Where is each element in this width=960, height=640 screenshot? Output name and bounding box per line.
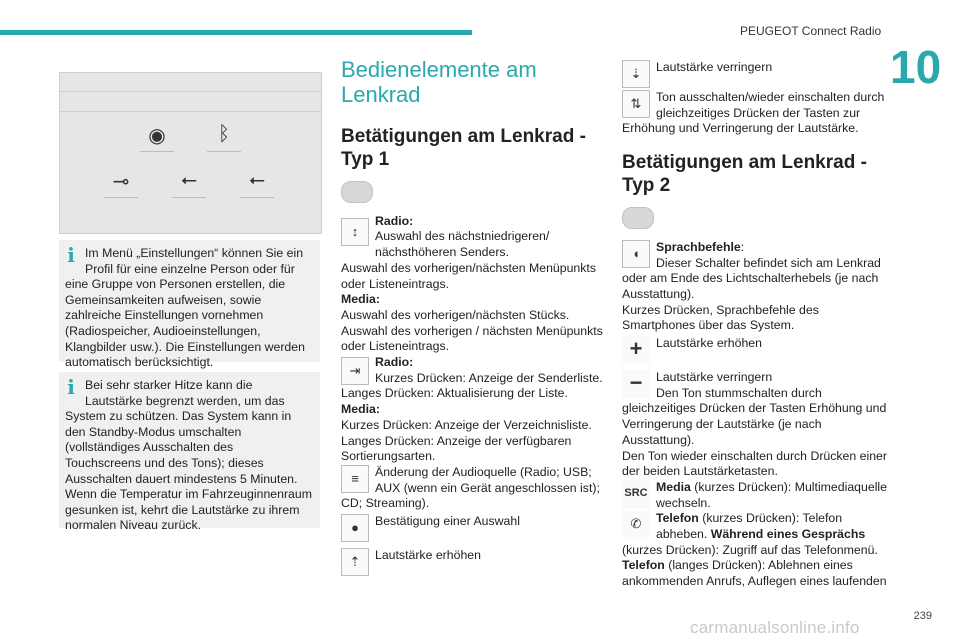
item-label: Radio: [375,213,414,228]
page-number: 239 [913,610,932,622]
info-note-settings [59,240,320,370]
control-item [341,548,605,576]
control-item [622,240,890,334]
item-text: Kurzes Drücken: Anzeige der Senderliste. Langes Drücken: Aktualisierung der Liste. [341,370,603,401]
control-item [341,514,605,542]
icon-underline [240,197,274,198]
control-icon: ⇅ [622,90,650,118]
control-item [622,336,890,364]
section-subtitle: Betätigungen am Lenkrad - Typ 1 [341,126,586,170]
item-text: Auswahl des nächstniedrigeren/ nächsthöheren Senders. Auswahl des vorherigen/nächsten Menüpunkts oder Listeneintrags. [341,229,596,291]
control-item [622,511,890,590]
control-item [341,465,605,512]
steering-wheel-icon [622,207,654,229]
screen-illustration [59,72,322,234]
control-item [341,355,605,465]
usb-icon-2: ⭠ [249,169,265,191]
item-label: Telefon [656,511,699,526]
control-icon: ⇣ [622,60,650,88]
item-text: Kurzes Drücken: Anzeige der Verzeichnisliste. Langes Drücken: Anzeige der verfügbaren Sortierungsarten. [341,417,592,464]
item-text: Lautstärke verringern Den Ton stummschalten durch gleichzeitiges Drücken der Tasten Erhöhung und Verringerung der Lautstärke (je nach Ausstattung). Den Ton wieder einschalten durch Drücken einer der beiden Lautstärketasten. [622,370,887,479]
info-icon: i [67,243,75,267]
wifi-icon: ◉ [148,125,166,147]
usb-icon: ⭠ [181,169,197,191]
note-text: Bei sehr starker Hitze kann die Lautstärke begrenzt werden, um das System zu schützen. Das System kann in den Standby-Modus umschalten (vollständiges Ausschalten des Touchscreens und des Tons); dieses Ausschalten dauert mindestens 5 Minuten. Wenn die Temperatur im Fahrzeuginnenraum gesunken ist, kehrt die Lautstärke zu ihrem normalen Niveau zurück. [65,378,312,533]
item-text: Bestätigung einer Auswahl [375,514,520,529]
plus-icon: + [622,336,650,364]
control-item [622,370,890,480]
item-text: Ton ausschalten/wieder einschalten durch gleichzeitiges Drücken der Tasten zur Erhöhung und Verringerung der Lautstärke. [622,90,885,136]
section-title: Bedienelemente am Lenkrad [341,57,537,107]
item-label: Während eines Gesprächs [710,527,866,542]
icon-underline [140,151,174,152]
note-text: Im Menü „Einstellungen“ können Sie ein Profil für eine einzelne Person oder für eine Gruppe von Personen erstellen, die Gemeinsamkeiten aufweisen, sowie zahlreiche Einstellungen vornehmen (Radiospeicher, Audioeinstellungen, Klangbilder usw.). Die Einstellungen werden automatisch berücksichtigt. [65,246,305,370]
info-icon: i [67,375,75,399]
info-note-heat [59,372,320,533]
item-text: (langes Drücken): Ablehnen eines ankommenden Anrufs, Auflegen eines laufenden [622,558,887,589]
control-item [622,480,890,511]
item-text: Dieser Schalter befindet sich am Lenkrad oder am Ende des Lichtschalterhebels (je nach Ausstattung). Kurzes Drücken, Sprachbefehle des Smartphones über das System. [622,255,881,333]
item-text: (kurzes Drücken): Zugriff auf das Telefonmenü. [622,542,878,557]
control-item [341,214,605,355]
control-icon: ● [341,514,369,542]
illustration-divider [60,111,321,112]
right-column [622,60,890,590]
control-item [622,60,890,88]
control-icon: ≡ [341,465,369,493]
icon-underline [172,197,206,198]
control-icon: ⇡ [341,548,369,576]
item-text: Lautstärke erhöhen [656,336,762,351]
control-icon: ⇥ [341,357,369,385]
label-colon: : [740,239,745,254]
icon-underline [207,151,241,152]
item-label: Media: [341,402,380,417]
minus-icon: − [622,370,650,398]
chapter-number: 10 [890,41,942,93]
usb-c-icon: ⊸ [112,171,130,193]
phone-icon: ✆ [622,511,650,539]
item-label: Media [656,479,691,494]
item-text: Lautstärke erhöhen [375,548,481,563]
item-label: Radio: [375,355,414,370]
middle-column [341,57,605,576]
item-text: Lautstärke verringern [656,60,773,74]
item-text: Änderung der Audioquelle (Radio; USB; AUX (wenn ein Gerät angeschlossen ist); CD; Streaming). [341,464,600,511]
icon-underline [104,197,138,198]
illustration-divider [60,91,321,92]
steering-wheel-icon [341,181,373,203]
header-accent-bar [0,30,472,35]
item-label: Media: [341,292,380,307]
control-icon: ↕ [341,218,369,246]
voice-icon: ◖ [622,240,650,268]
control-item [622,90,890,137]
src-icon: SRC [622,480,650,508]
item-label: Telefon [622,558,665,573]
item-text: Auswahl des vorherigen/nächsten Stücks. Auswahl des vorherigen / nächsten Menüpunkts oder Listeneintrags. [341,307,603,354]
item-text: (kurzes Drücken): Multimediaquelle wechseln. [656,479,887,510]
item-text: (kurzes Drücken): Telefon abheben. [656,511,843,542]
watermark: carmanualsonline.info [690,618,860,637]
item-label: Sprachbefehle [656,239,741,254]
bluetooth-icon: ᛒ [218,123,230,145]
section-subtitle: Betätigungen am Lenkrad - Typ 2 [622,152,867,197]
header-title: PEUGEOT Connect Radio [740,24,882,38]
